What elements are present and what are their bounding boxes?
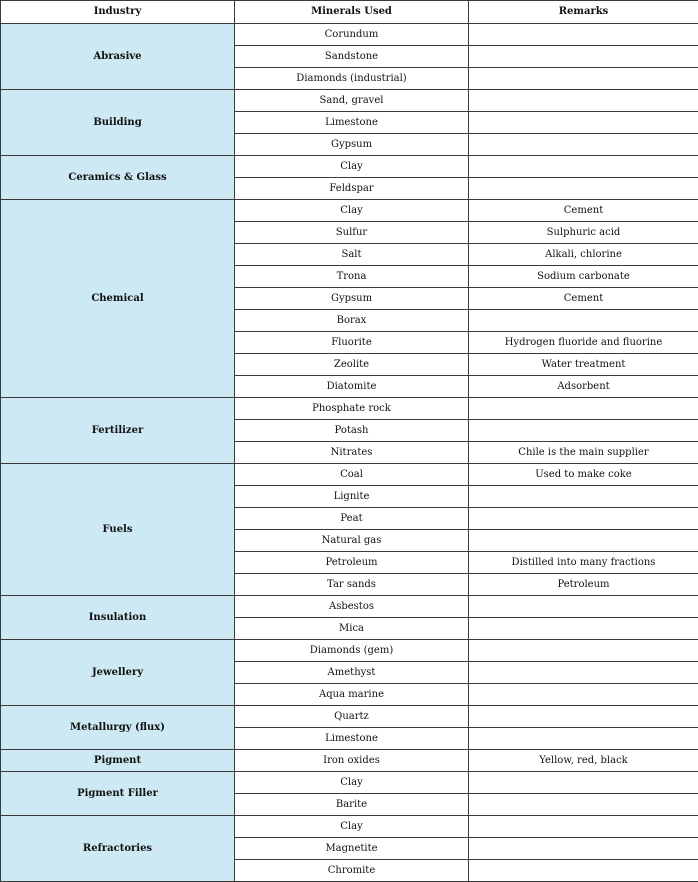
remark-cell xyxy=(469,178,698,200)
mineral-cell: Magnetite xyxy=(235,838,469,860)
remark-cell: Petroleum xyxy=(469,574,698,596)
mineral-cell: Sulfur xyxy=(235,222,469,244)
remark-cell xyxy=(469,860,698,882)
remark-cell: Cement xyxy=(469,200,698,222)
mineral-cell: Clay xyxy=(235,156,469,178)
mineral-cell: Fluorite xyxy=(235,332,469,354)
mineral-cell: Quartz xyxy=(235,706,469,728)
remark-cell xyxy=(469,530,698,552)
remark-cell: Water treatment xyxy=(469,354,698,376)
remark-cell xyxy=(469,816,698,838)
mineral-cell: Asbestos xyxy=(235,596,469,618)
header-minerals-used: Minerals Used xyxy=(235,1,469,24)
mineral-cell: Potash xyxy=(235,420,469,442)
mineral-cell: Barite xyxy=(235,794,469,816)
remark-cell xyxy=(469,684,698,706)
industry-cell: Jewellery xyxy=(1,640,235,706)
table-row xyxy=(1,640,698,662)
table-row xyxy=(1,90,698,112)
mineral-cell: Clay xyxy=(235,772,469,794)
remark-cell xyxy=(469,706,698,728)
remark-cell xyxy=(469,794,698,816)
remark-cell: Cement xyxy=(469,288,698,310)
mineral-cell: Diatomite xyxy=(235,376,469,398)
remark-cell xyxy=(469,24,698,46)
mineral-cell: Mica xyxy=(235,618,469,640)
industry-cell: Chemical xyxy=(1,200,235,398)
remark-cell xyxy=(469,90,698,112)
mineral-cell: Sand, gravel xyxy=(235,90,469,112)
table-row xyxy=(1,772,698,794)
industry-cell: Insulation xyxy=(1,596,235,640)
remark-cell xyxy=(469,838,698,860)
mineral-cell: Iron oxides xyxy=(235,750,469,772)
mineral-cell: Coal xyxy=(235,464,469,486)
header-industry: Industry xyxy=(1,1,235,24)
table-row xyxy=(1,706,698,728)
industry-cell: Building xyxy=(1,90,235,156)
mineral-cell: Chromite xyxy=(235,860,469,882)
mineral-cell: Limestone xyxy=(235,112,469,134)
mineral-cell: Aqua marine xyxy=(235,684,469,706)
table-row xyxy=(1,596,698,618)
remark-cell: Used to make coke xyxy=(469,464,698,486)
table-header xyxy=(1,1,698,24)
remark-cell xyxy=(469,486,698,508)
mineral-cell: Lignite xyxy=(235,486,469,508)
mineral-cell: Amethyst xyxy=(235,662,469,684)
industry-cell: Fuels xyxy=(1,464,235,596)
remark-cell xyxy=(469,68,698,90)
table-row xyxy=(1,24,698,46)
mineral-cell: Gypsum xyxy=(235,288,469,310)
mineral-cell: Peat xyxy=(235,508,469,530)
table-row xyxy=(1,816,698,838)
remark-cell xyxy=(469,772,698,794)
remark-cell: Sodium carbonate xyxy=(469,266,698,288)
table-row xyxy=(1,200,698,222)
table-row xyxy=(1,464,698,486)
industry-cell: Abrasive xyxy=(1,24,235,90)
mineral-cell: Petroleum xyxy=(235,552,469,574)
remark-cell: Hydrogen fluoride and fluorine xyxy=(469,332,698,354)
mineral-cell: Corundum xyxy=(235,24,469,46)
remark-cell: Chile is the main supplier xyxy=(469,442,698,464)
mineral-cell: Borax xyxy=(235,310,469,332)
remark-cell xyxy=(469,46,698,68)
remark-cell xyxy=(469,640,698,662)
table-body xyxy=(1,24,698,882)
remark-cell xyxy=(469,112,698,134)
mineral-cell: Phosphate rock xyxy=(235,398,469,420)
remark-cell xyxy=(469,420,698,442)
industry-cell: Refractories xyxy=(1,816,235,882)
mineral-cell: Trona xyxy=(235,266,469,288)
remark-cell xyxy=(469,310,698,332)
remark-cell: Distilled into many fractions xyxy=(469,552,698,574)
industry-cell: Ceramics & Glass xyxy=(1,156,235,200)
remark-cell: Sulphuric acid xyxy=(469,222,698,244)
remark-cell xyxy=(469,596,698,618)
mineral-cell: Tar sands xyxy=(235,574,469,596)
industry-cell: Pigment Filler xyxy=(1,772,235,816)
remark-cell: Alkali, chlorine xyxy=(469,244,698,266)
mineral-cell: Limestone xyxy=(235,728,469,750)
remark-cell xyxy=(469,728,698,750)
table-row xyxy=(1,156,698,178)
mineral-cell: Gypsum xyxy=(235,134,469,156)
remark-cell: Yellow, red, black xyxy=(469,750,698,772)
industry-cell: Pigment xyxy=(1,750,235,772)
remark-cell xyxy=(469,398,698,420)
remark-cell xyxy=(469,134,698,156)
remark-cell xyxy=(469,618,698,640)
remark-cell: Adsorbent xyxy=(469,376,698,398)
mineral-cell: Diamonds (gem) xyxy=(235,640,469,662)
industry-cell: Metallurgy (flux) xyxy=(1,706,235,750)
table-row xyxy=(1,398,698,420)
industry-cell: Fertilizer xyxy=(1,398,235,464)
mineral-cell: Salt xyxy=(235,244,469,266)
header-remarks: Remarks xyxy=(469,1,698,24)
mineral-cell: Clay xyxy=(235,200,469,222)
mineral-cell: Sandstone xyxy=(235,46,469,68)
mineral-cell: Natural gas xyxy=(235,530,469,552)
remark-cell xyxy=(469,156,698,178)
remark-cell xyxy=(469,662,698,684)
header-row xyxy=(1,1,698,24)
remark-cell xyxy=(469,508,698,530)
mineral-cell: Clay xyxy=(235,816,469,838)
mineral-cell: Diamonds (industrial) xyxy=(235,68,469,90)
mineral-cell: Nitrates xyxy=(235,442,469,464)
mineral-cell: Zeolite xyxy=(235,354,469,376)
mineral-cell: Feldspar xyxy=(235,178,469,200)
table-row xyxy=(1,750,698,772)
